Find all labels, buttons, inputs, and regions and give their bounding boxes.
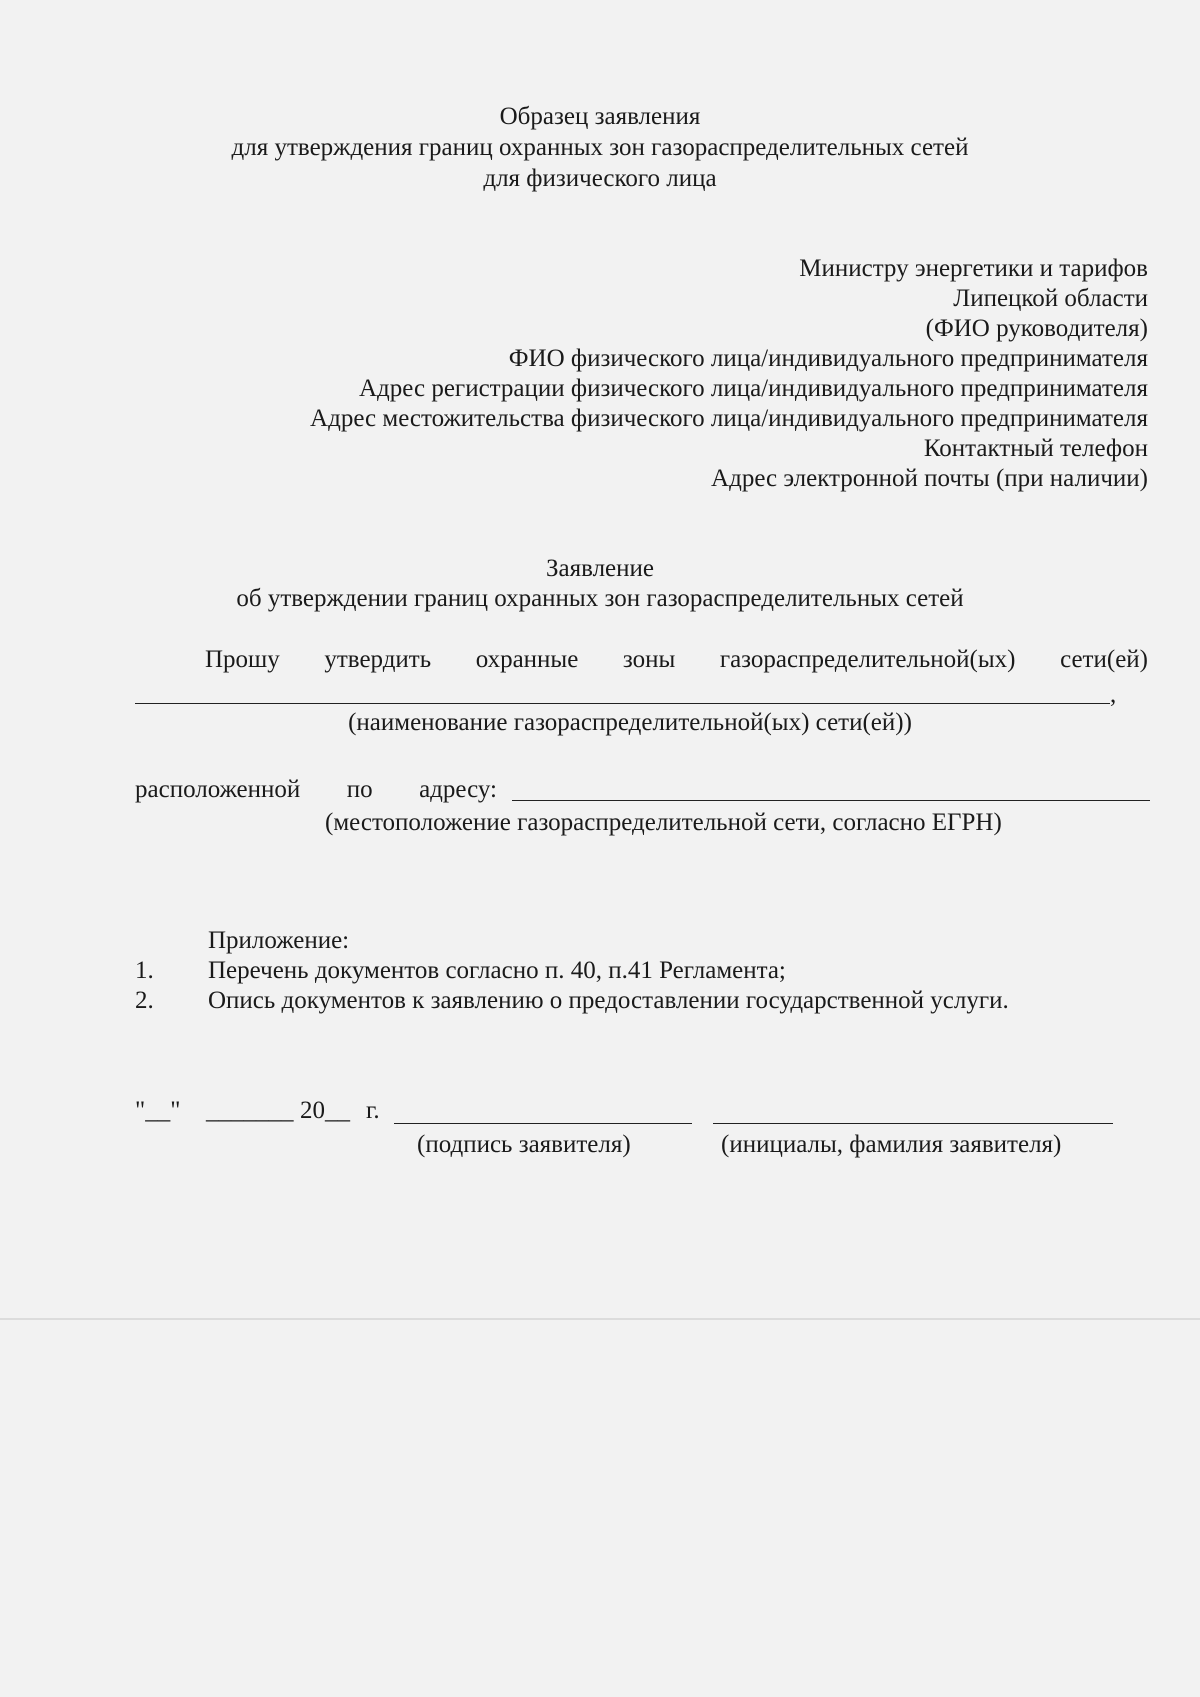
sample-title-line-2: для утверждения границ охранных зон газораспределительных сетей xyxy=(231,134,969,161)
address-word: по xyxy=(346,776,373,803)
sample-title-line-1: Образец заявления xyxy=(499,103,701,130)
attachment-number: 2. xyxy=(135,987,154,1014)
scan-artifact-line xyxy=(0,1318,1200,1320)
request-word: охранные xyxy=(475,646,579,673)
address-label xyxy=(135,775,497,805)
name-hint: (инициалы, фамилия заявителя) xyxy=(721,1131,1062,1158)
date-quote-close: " xyxy=(170,1097,181,1124)
request-word: газораспределительной(ых) xyxy=(719,646,1016,673)
address-fill-line[interactable] xyxy=(512,800,1150,801)
signature-fill-line[interactable] xyxy=(394,1123,692,1124)
attachment-item: Опись документов к заявлению о предоставлении государственной услуги. xyxy=(208,987,1009,1014)
statement-subtitle: об утверждении границ охранных зон газораспределительных сетей xyxy=(236,585,964,612)
date-year-blank: __ xyxy=(325,1097,350,1124)
applicant-registration-address: Адрес регистрации физического лица/индивидуального предпринимателя xyxy=(359,375,1148,402)
date-day[interactable] xyxy=(135,1096,180,1126)
name-fill-line[interactable] xyxy=(713,1123,1113,1124)
request-word: утвердить xyxy=(324,646,432,673)
network-name-fill-line[interactable] xyxy=(135,703,1110,704)
addressee-minister: Министру энергетики и тарифов xyxy=(799,255,1148,282)
date-day-blank: __ xyxy=(145,1097,171,1124)
date-year[interactable] xyxy=(300,1096,350,1126)
addressee-region: Липецкой области xyxy=(953,285,1148,312)
date-year-suffix: г. xyxy=(366,1097,380,1124)
date-quote-open: " xyxy=(135,1097,146,1124)
network-name-hint: (наименование газораспределительной(ых) сети(ей)) xyxy=(348,709,912,736)
location-hint: (местоположение газораспределительной сети, согласно ЕГРН) xyxy=(325,809,1002,836)
address-word: адресу: xyxy=(419,776,497,803)
attachment-item: Перечень документов согласно п. 40, п.41 Регламента; xyxy=(208,957,786,984)
date-year-prefix: 20 xyxy=(300,1097,325,1124)
request-line xyxy=(205,645,1148,675)
attachment-number: 1. xyxy=(135,957,154,984)
network-name-comma: , xyxy=(1110,681,1117,708)
addressee-head-name: (ФИО руководителя) xyxy=(925,315,1148,342)
request-word: Прошу xyxy=(205,646,280,673)
sample-title-line-3: для физического лица xyxy=(483,165,717,192)
applicant-residence-address: Адрес местожительства физического лица/индивидуального предпринимателя xyxy=(310,405,1148,432)
applicant-phone: Контактный телефон xyxy=(923,435,1148,462)
date-month-blank[interactable]: _______ xyxy=(206,1097,294,1124)
attachments-heading: Приложение: xyxy=(208,927,350,954)
request-word: сети(ей) xyxy=(1060,646,1148,673)
statement-title: Заявление xyxy=(545,555,655,582)
request-word: зоны xyxy=(622,646,676,673)
applicant-email: Адрес электронной почты (при наличии) xyxy=(711,465,1148,492)
address-word: расположенной xyxy=(135,776,301,803)
signature-hint: (подпись заявителя) xyxy=(417,1131,631,1158)
applicant-name: ФИО физического лица/индивидуального предпринимателя xyxy=(508,345,1148,372)
